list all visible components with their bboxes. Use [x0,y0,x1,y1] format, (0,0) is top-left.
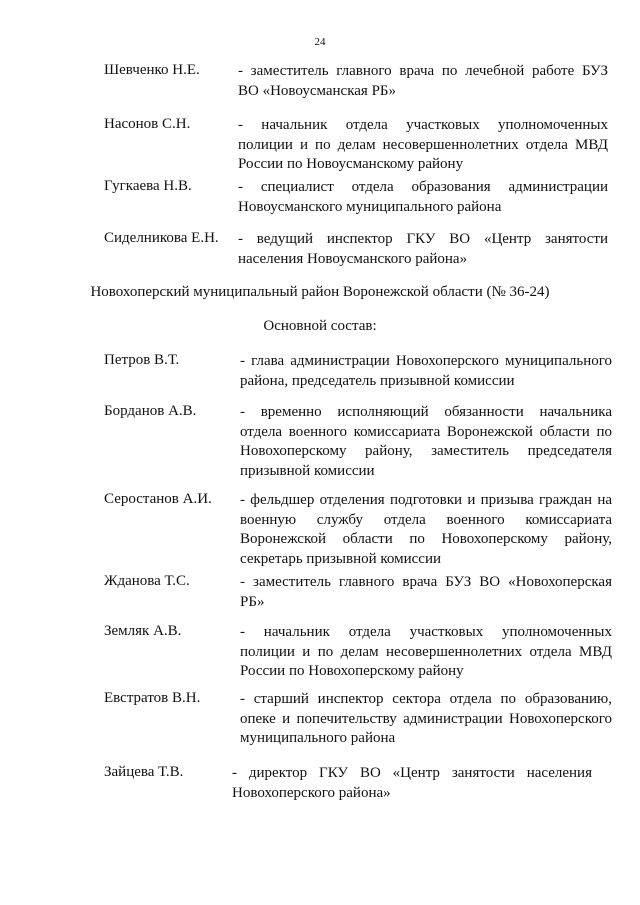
member-position [240,623,612,682]
position-line: России по Новохоперскому району [240,663,464,679]
member-position [238,62,608,101]
member-name: Гугкаева Н.В. [104,178,192,194]
position-line: - заместитель главного врача по лечебной работе БУЗ [238,63,608,79]
position-line: ВО «Новоусманская РБ» [238,82,397,99]
member-position [238,116,608,175]
position-line: Воронежской области по Новохоперскому району, [240,531,612,547]
member-name: Шевченко Н.Е. [104,62,200,78]
position-line: муниципального района [240,730,396,746]
member-position [238,230,608,269]
member-position [240,573,612,612]
position-line: Новоусманского муниципального района [238,198,502,215]
member-position [232,764,592,803]
position-line: полиции и по делам несовершеннолетних отдела МВД [240,643,612,660]
member-name: Петров В.Т. [104,352,180,368]
member-position [240,491,612,569]
position-line: РБ» [240,593,265,610]
position-line: призывной комиссии [240,462,375,479]
position-line: населения Новоусманского района» [238,250,468,267]
position-line: Новохоперского района» [232,784,391,801]
position-line: - ведущий инспектор ГКУ ВО «Центр занятости [238,231,608,247]
member-position [240,403,612,481]
member-name: Земляк А.В. [104,623,182,639]
member-name: Сиделникова Е.Н. [104,230,219,246]
member-position [240,352,612,391]
page-number: 24 [314,36,326,48]
position-line: - заместитель главного врача БУЗ ВО «Новохоперская [240,574,612,590]
position-line: - начальник отдела участковых уполномоченных [238,117,608,133]
position-line: военную службу отдела военного комиссариата [240,511,612,528]
district-heading: Новохоперский муниципальный район Воронежской области (№ 36-24) [90,284,550,300]
position-line: отдела военного комиссариата Воронежской области по [240,423,612,440]
position-line: - временно исполняющий обязанности начальника [240,404,612,420]
position-line: Новохоперскому району, заместитель председателя [240,443,612,459]
position-line: секретарь призывной комиссии [240,550,442,567]
member-name: Насонов С.Н. [104,116,191,132]
member-name: Евстратов В.Н. [104,690,201,706]
position-line: района, председатель призывной комиссии [240,372,515,389]
position-line: - специалист отдела образования администрации [238,179,608,195]
position-line: - директор ГКУ ВО «Центр занятости населения [232,765,592,781]
position-line: - глава администрации Новохоперского муниципального [240,353,612,369]
position-line: - начальник отдела участковых уполномоченных [240,624,612,640]
position-line: опеке и попечительству администрации Новохоперского [240,710,612,727]
member-name: Зайцева Т.В. [104,764,184,780]
member-position [240,690,612,749]
position-line: России по Новоусманскому району [238,156,464,172]
member-name: Серостанов А.И. [104,491,212,507]
composition-heading: Основной состав: [263,318,377,334]
position-line: полиции и по делам несовершеннолетних отдела МВД [238,136,608,153]
position-line: - старший инспектор сектора отдела по образованию, [240,691,612,707]
member-name: Жданова Т.С. [104,573,190,589]
member-position [238,178,608,217]
position-line: - фельдшер отделения подготовки и призыва граждан на [240,492,612,508]
member-name: Борданов А.В. [104,403,197,419]
